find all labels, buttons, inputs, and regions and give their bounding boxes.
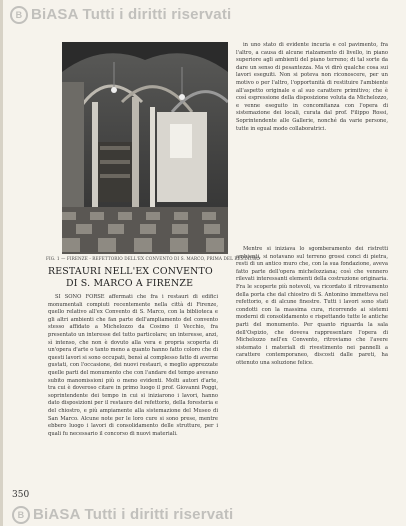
article-title [48,266,218,290]
page-edge [0,0,3,526]
watermark-logo-icon: B [10,6,28,24]
left-column [48,294,218,492]
figure-caption: FIG. 1 — FIRENZE - REFETTORIO DELL'EX CONVENTO DI S. MARCO, PRIMA DEL RESTAURO [46,256,260,261]
title-line-1: RESTAURI NELL'EX CONVENTO [48,266,213,277]
watermark-text: BiASA Tutti i diritti riservati [33,506,234,523]
watermark-text: BiASA Tutti i diritti riservati [31,6,232,23]
right-column-top [236,42,388,244]
right-column-bottom-text: Mentre si iniziava lo sgomberamento dei ristretti ambienti, si notavano sul terreno grossi conci di pietra, resti di un antico muro che, con la sua fondazione, aveva fatto parte dell'opera michelozziana; così che vennero rilevati interessanti elementi della costruzione originaria. Fra le scoperte più notevoli, va ricordato il ritrovamento della porta che dal chiostro di S. Antonino immetteva nel refettorio, e di alcune finestre. Tutti i lavori sono stati condotti con la massima cura, ricorrendo ai sistemi moderni di consolidamento e rispettando tutte le antiche parti del monumento. Per quanto riguarda la sala dell'Ospizio, che doveva rappresentare l'opera di Michelozzo nell'ex Convento, ritroviamo che l'avere sistemato i materiali di rivestimento nei pannelli a carattere contemporaneo, discosti dalle pareti, ha ottenuto una soluzione felice. [236,246,388,366]
title-line-2: DI S. MARCO A FIRENZE [66,278,194,289]
page-number: 350 [12,490,30,500]
right-column-top-text: in uno stato di evidente incuria e col pavimento, fra l'altro, a causa di alcune rialzamento di livello, in piano superiore agli ambienti del piano terreno; di tal sorte da dare un senso di pesantezza. Ma vi dirò qualche cosa sui lavori eseguiti. Non si poteva non riconoscere, per un motivo o per l'altro, l'opportunità di restituire l'ambiente all'aspetto originale e al suo carattere primitivo; che è così espressione della disposizione voluta da Michelozzo, e venne eseguito in concomitanza con l'opera di sistemazione dei locali, curata dal prof. Filippo Rossi, Soprintendente alle Gallerie, nonché da varie persone, tutte in egual modo collaboratrici. [236,42,388,132]
watermark-logo-icon: B [12,506,30,524]
right-column-bottom [236,246,388,492]
watermark-bottom [12,506,233,524]
left-column-text: SI SONO FORSE affermati che fra i restauri di edifici monumentali compiuti recentemente nella città di Firenze, quello relativo all'ex Convento di S. Marco, con la biblioteca e gli altri ambienti che fan parte dell'ampliamento del convento stesso affidato a Michelozzo da Cosimo il Vecchio, fra presentato un interesse del tutto particolare; un interesse, anzi, sì intenso, che non è dovuto alla vera e propria scoperta di un'opera d'arte o tanto meno a quanto hanno fatto coloro che di questi lavori si sono occupati, bensì al complesso fatto di averne gustati, con l'occasione, dei nuovi restauri, e meglio apprezzate quelle parti del monumento che con l'andare del tempo avevano subito manomissioni più o meno evidenti. Molti autori d'arte, tra cui è doveroso citare in primo luogo il prof. Giovanni Poggi, soprintendente dei tempo in cui si iniziarono i lavori, hanno dato disposizioni per il restauro del refettorio, della foresteria e del chiostro, e più ampiamente alla sistemazione del Museo di San Marco. Alcune note per le loro cure si sono prese, mentre ebbero luogo i lavori di consolidamento delle strutture, per i quali fu necessario il concorso di nuovi materiali. [48,294,218,437]
refectory-illustration [62,42,228,254]
watermark-top [10,6,231,24]
refectory-photo [62,42,228,254]
